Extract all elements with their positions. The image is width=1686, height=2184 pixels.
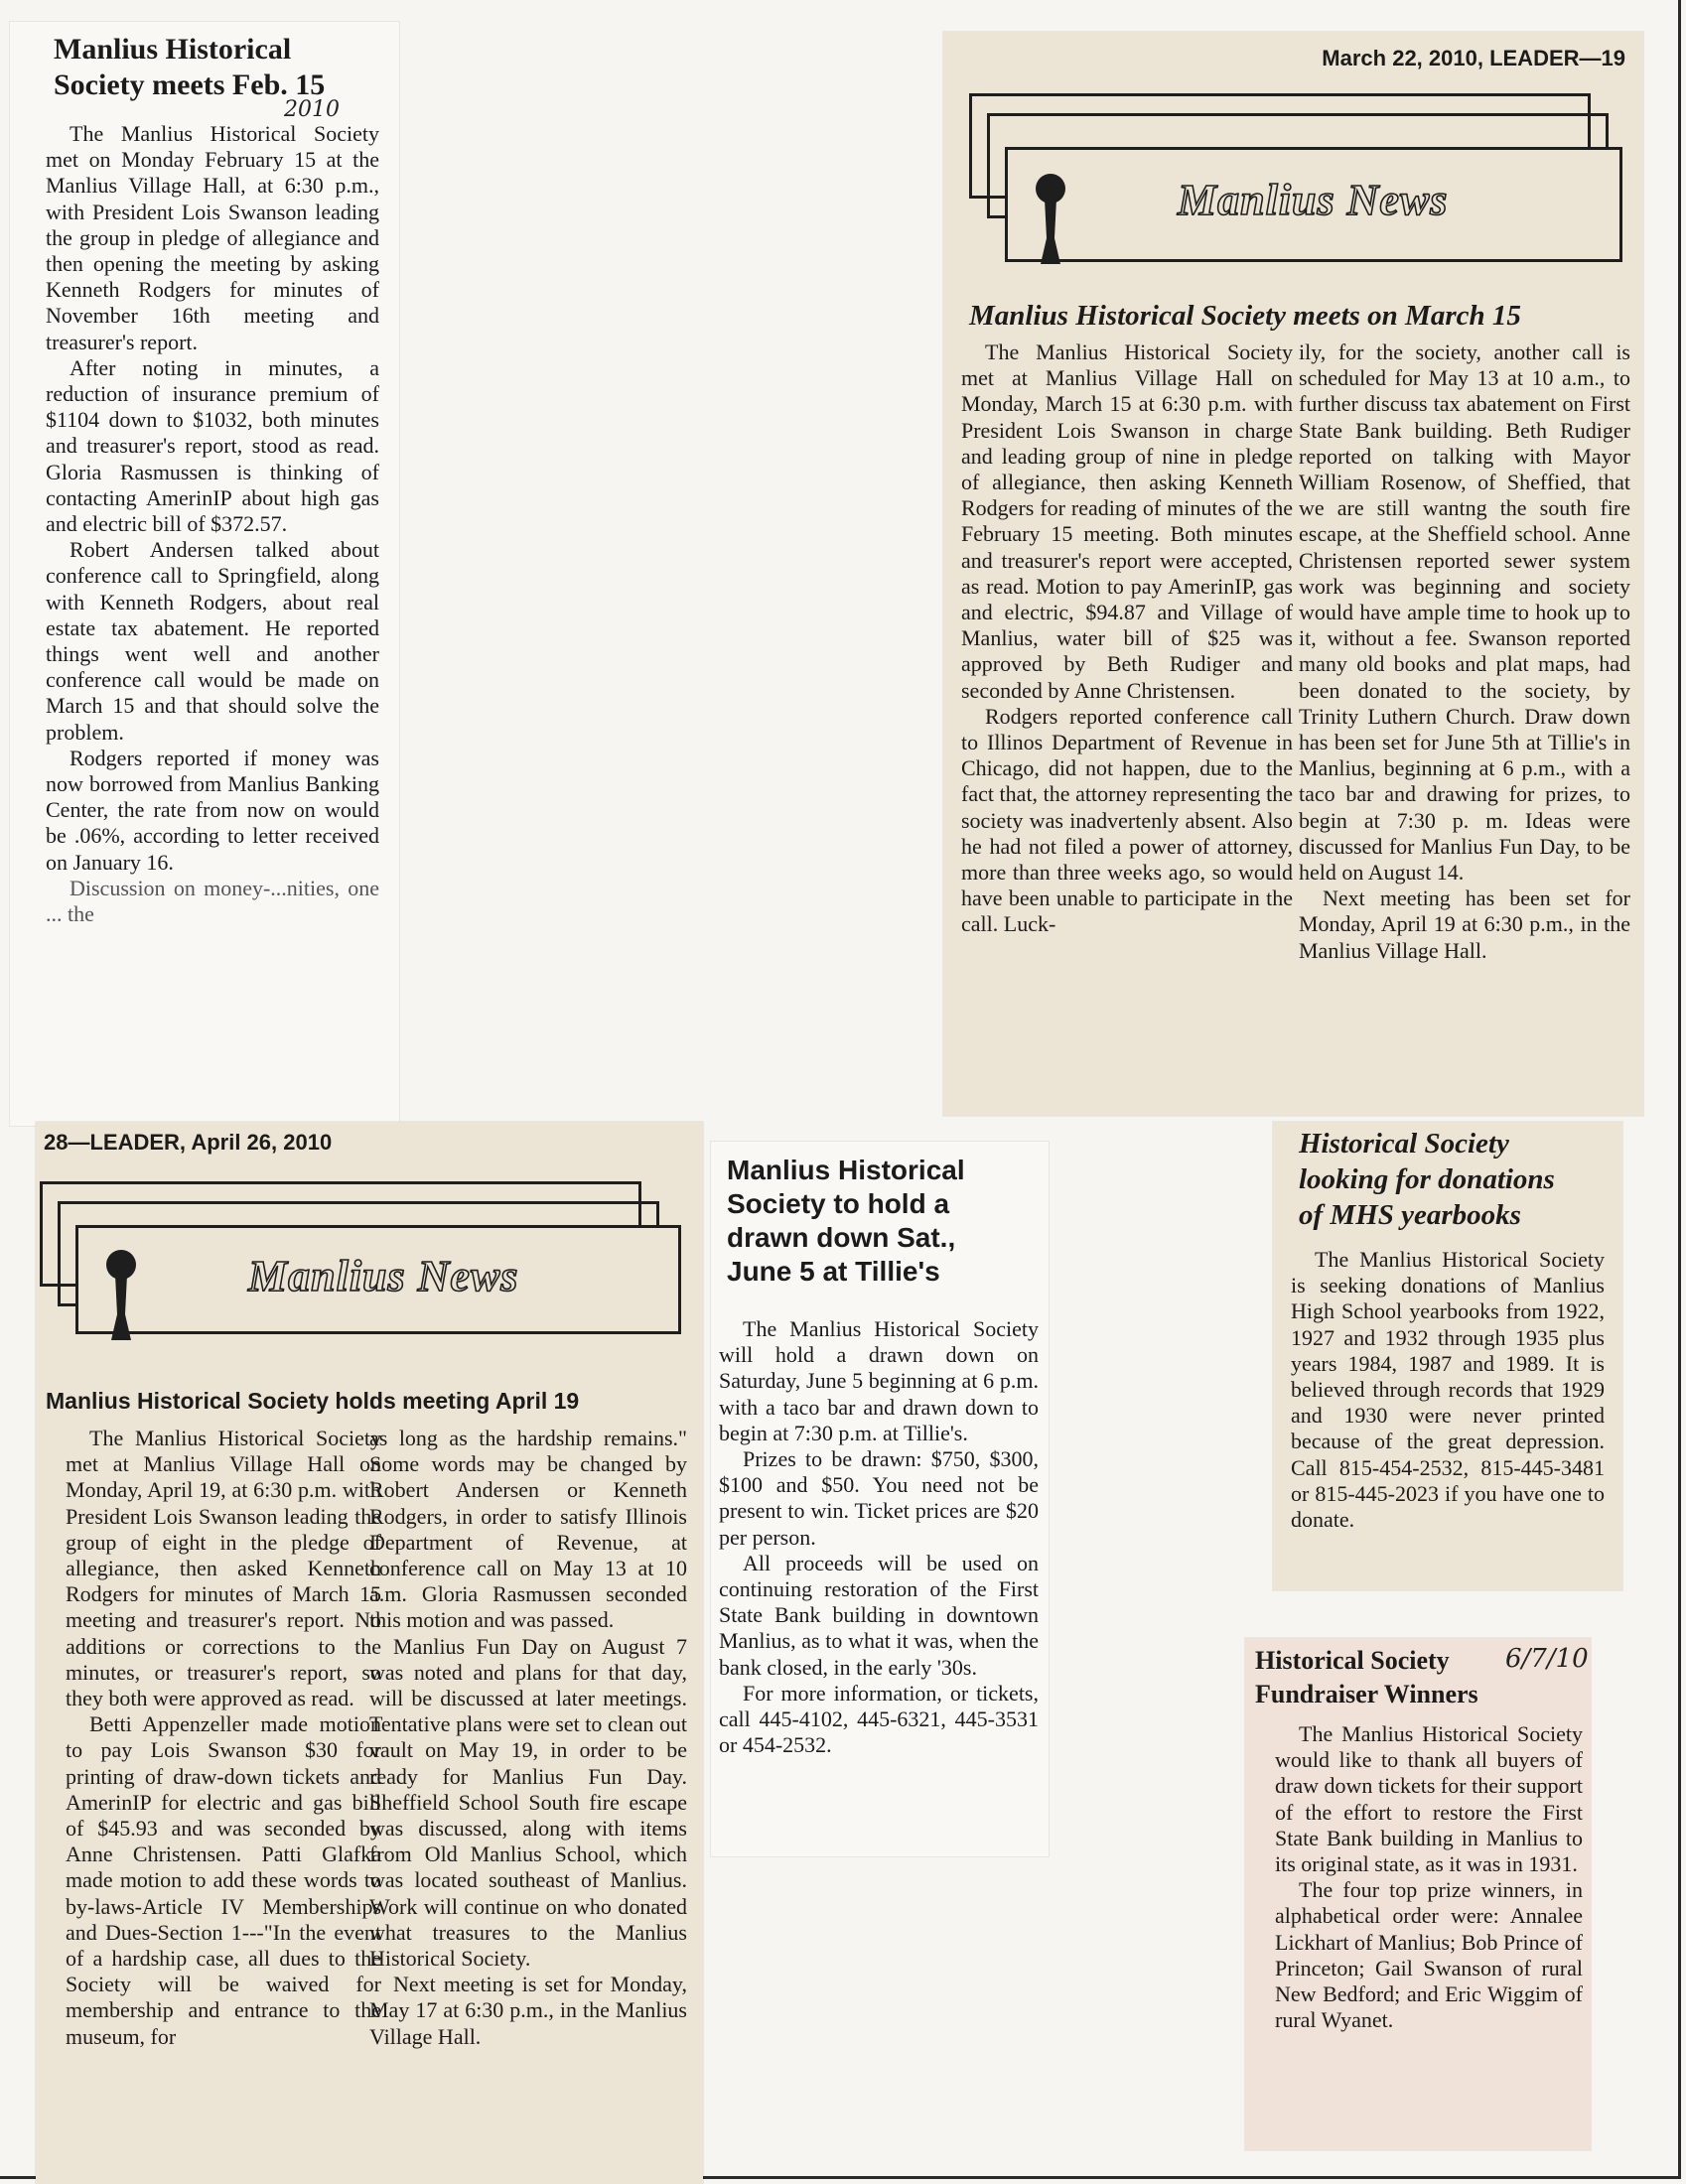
clip-march-col-2: ily, for the society, another call is scheduled for May 13 at 10 a.m., to further discuss tax abatement on First State Bank building. Beth Rudiger reported on talking with Mayor William Rosenow, of Sheffied, that we are still wantng the south fire escape, at the Sheffield school. Anne Christensen reported sewer system work was beginning and society would have ample time to hook up to it, without a fee. Swanson reported many old books and plat maps, had been donated to the society, by Trinity Luthern Church. Draw down has been set for June 5th at Tillie's in Manlius, beginning at 6 p.m., with a taco bar and drawing for prizes, to begin at 7:30 p. m. Ideas were discussed for Manlius Fun Day, to be held on August 14. Next meeting has been set for Monday, April 19 at 6:30 p.m., in the Manlius Village Hall.	[1299, 340, 1630, 963]
manlius-news-banner-march	[969, 93, 1624, 292]
clip-april-headline: Manlius Historical Society holds meeting April 19	[46, 1388, 580, 1414]
clip-fundraiser-body: The Manlius Historical Society would like to thank all buyers of draw down tickets for their support of the effort to restore the First State Bank building in Manlius to its original state, as it was in 1931. The four top prize winners, in alphabetical order were: Annalee Lickhart of Manlius; Bob Prince of Princeton; Gail Swanson of rural New Bedford; and Eric Wiggim of rural Wyanet.	[1275, 1721, 1583, 2033]
clip-april-col-2: as long as the hardship remains." Some words may be changed by Robert Andersen or Kenneth Rodgers, in order to satisfy Illinois Department of Revenue, at conference call on May 13 at 10 a.m. Gloria Rasmussen seconded this motion and was passed. Manlius Fun Day on August 7 was noted and plans for that day, will be discussed at later meetings. Tentative plans were set to clean out vault on May 19, in order to be ready for Manlius Fun Day. Sheffield School South fire escape was discussed, along with items from Old Manlius School, which was located southeast of Manlius. Work will continue on who donated what treasures to the Manlius Historical Society. Next meeting is set for Monday, May 17 at 6:30 p.m., in the Manlius Village Hall.	[369, 1426, 687, 2049]
handwritten-date: 6/7/10	[1505, 1644, 1589, 1674]
clip-fundraiser-headline: Historical Society Fundraiser Winners	[1255, 1646, 1478, 1708]
clip-march-col-1: The Manlius Historical Society met at Manlius Village Hall on Monday, March 15 at 6:30 p.m. with President Lois Swanson in charge and leading group of nine in pledge of allegiance, then asking Kenneth Rodgers for reading of minutes of the February 15 meeting. Both minutes and treasurer's report were accepted, as read. Motion to pay AmerinIP, gas and electric, $94.87 and Village of Manlius, water bill of $25 was approved by Beth Rudiger and seconded by Anne Christensen. Rodgers reported conference call to Illinos Department of Revenue in Chicago, did not happen, due to the fact that, the attorney representing the society was inadvertenly absent. Also he had not filed a power of attorney, more than three weeks ago, so would have been unable to participate in the call. Luck-	[961, 340, 1293, 937]
clip-april-19	[36, 1122, 703, 2184]
clip-fundraiser-winners	[1245, 1638, 1591, 2150]
clip-drawn-down-body: The Manlius Historical Society will hold a drawn down on Saturday, June 5 beginning at 6 p.m. with a taco bar and drawn down to begin at 7:30 p.m. at Tillie's. Prizes to be drawn: $750, $300, $100 and $50. You need not be present to win. Ticket prices are $20 per person. All proceeds will be used on continuing restoration of the First State Bank building in downtown Manlius, as to what it was, when the bank closed, in the early '30s. For more information, or tickets, call 445-4102, 445-6321, 445-3531 or 454-2532.	[719, 1316, 1039, 1758]
manlius-news-banner-april	[40, 1181, 695, 1360]
clip-yearbooks-body: The Manlius Historical Society is seeking donations of Manlius High School yearbooks from 1922, 1927 and 1932 through 1935 plus years 1984, 1987 and 1989. It is believed through records that 1929 and 1930 were never printed because of the great depression. Call 815-454-2532, 815-445-3481 or 815-445-2023 if you have one to donate.	[1291, 1247, 1605, 1533]
clip-yearbooks	[1273, 1122, 1622, 1590]
clip-feb-15-headline: Manlius Historical Society meets Feb. 15	[54, 33, 326, 101]
clip-feb-15	[10, 22, 399, 1126]
keyhole-icon	[97, 1245, 145, 1354]
manlius-news-title-march: Manlius News	[1178, 176, 1449, 224]
clip-march-headline: Manlius Historical Society meets on March 15	[969, 300, 1521, 332]
clip-drawn-down-headline: Manlius Historical Society to hold a drawn down Sat., June 5 at Tillie's	[727, 1155, 965, 1287]
keyhole-icon	[1027, 169, 1074, 278]
clip-april-col-1: The Manlius Historical Society met at Manlius Village Hall on Monday, April 19, at 6:30 p.m. with President Lois Swanson leading the group of eight in the pledge of allegiance, then asked Kenneth Rodgers for minutes of March 15 meeting and treasurer's report. No additions or corrections to the minutes, or treasurer's report, so they both were approved as read. Betti Appenzeller made motion to pay Lois Swanson $30 for printing of draw-down tickets and AmerinIP for electric and gas bill of $45.93 and was seconded by Anne Christensen. Patti Glafka made motion to add these words to by-laws-Article IV Memberships and Dues-Section 1---"In the event of a hardship case, all dues to the Society will be waived for membership and entrance to the museum, for	[66, 1426, 381, 2049]
clip-yearbooks-headline: Historical Society looking for donations of MHS yearbooks	[1299, 1128, 1555, 1231]
manlius-news-title-april: Manlius News	[248, 1252, 519, 1300]
clip-march-15	[943, 32, 1643, 1116]
clip-feb-15-body: The Manlius Historical Society met on Monday February 15 at the Manlius Village Hall, at 6:30 p.m., with President Lois Swanson leading the group in pledge of allegiance and then opening the meeting by asking Kenneth Rodgers for minutes of November 16th meeting and treasurer's report. After noting in minutes, a reduction of insurance premium of $1104 down to $1032, both minutes and treasurer's report, stood as read. Gloria Rasmussen is thinking of contacting AmerinIP about high gas and electric bill of $372.57. Robert Andersen talked about conference call to Springfield, along with Kenneth Rodgers, about real estate tax abatement. He reported things went well and another conference call would be made on March 15 and that should solve the problem. Rodgers reported if money was now borrowed from Manlius Banking Center, the rate from now on would be .06%, according to letter received on January 16. Discussion on money-...nities, one ... the	[46, 121, 379, 927]
clip-april-folio: 28—LEADER, April 26, 2010	[44, 1130, 333, 1155]
handwritten-year: 2010	[284, 97, 340, 122]
clip-drawn-down	[711, 1142, 1049, 1856]
clip-march-folio: March 22, 2010, LEADER—19	[1322, 46, 1625, 70]
